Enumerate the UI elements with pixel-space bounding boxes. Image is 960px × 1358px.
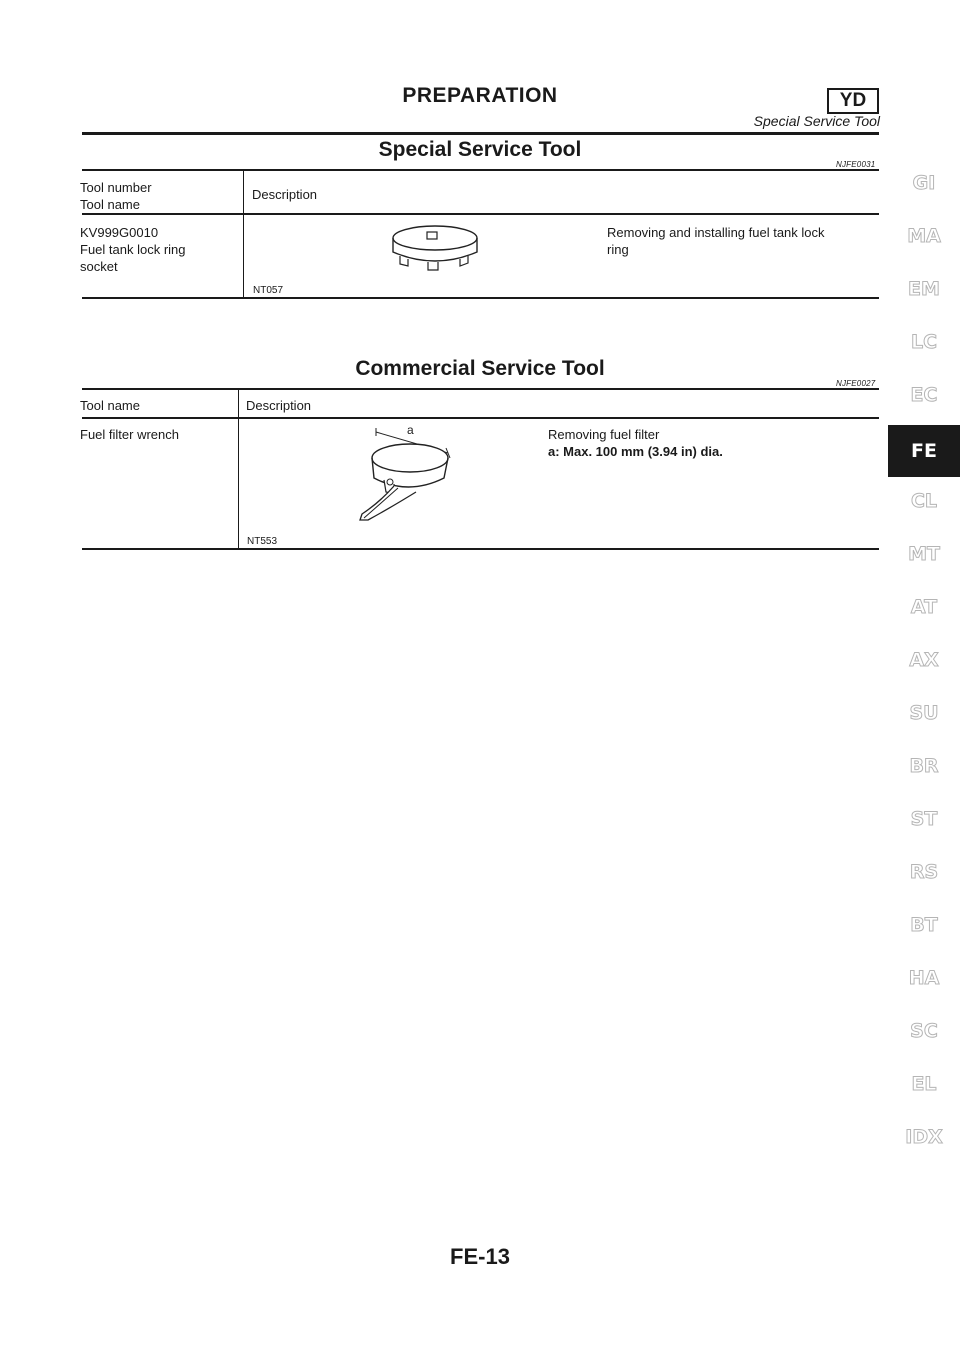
commercial-tool-description: Removing fuel filter a: Max. 100 mm (3.94 in) dia. — [548, 427, 723, 459]
section-tab-bt[interactable]: BT — [910, 914, 938, 936]
table2-header-rule — [82, 417, 879, 419]
column-divider — [243, 170, 244, 298]
page-number: FE-13 — [450, 1244, 510, 1269]
section-tab-ma[interactable]: MA — [907, 225, 941, 247]
section-tab-br[interactable]: BR — [909, 755, 939, 777]
table-bottom-rule — [82, 297, 879, 299]
special-tool-ref: NJFE0031 — [836, 160, 876, 169]
section-tab-cl[interactable]: CL — [910, 490, 938, 512]
col-header-description: Description — [252, 187, 318, 202]
special-tool-description: Removing and installing fuel tank lock ring — [607, 225, 825, 257]
section-tab-gi[interactable]: GI — [912, 172, 936, 194]
fuel-filter-wrench-illustration — [350, 420, 460, 526]
section-tab-ha[interactable]: HA — [908, 967, 940, 989]
header-row-rule — [82, 213, 879, 215]
section-tab-at[interactable]: AT — [910, 596, 938, 618]
section-tab-em[interactable]: EM — [908, 278, 940, 300]
model-badge: YD — [827, 88, 879, 114]
table2-top-rule — [82, 388, 879, 390]
special-tool-title: Special Service Tool — [378, 138, 582, 161]
special-tool-image-code: NT057 — [253, 285, 284, 296]
section-tab-rs[interactable]: RS — [909, 861, 939, 883]
section-tab-el[interactable]: EL — [911, 1073, 937, 1095]
lock-ring-socket-illustration — [390, 222, 490, 274]
commercial-tool-title: Commercial Service Tool — [355, 357, 605, 380]
section-tab-lc[interactable]: LC — [910, 331, 938, 353]
page-subtitle: Special Service Tool — [753, 113, 880, 129]
section-tab-fe[interactable]: FE — [888, 425, 960, 477]
tool-name-cell: Fuel filter wrench — [80, 427, 179, 442]
col-header-tool-number: Tool number Tool name — [80, 180, 152, 212]
page-title: PREPARATION — [402, 84, 558, 107]
header-rule — [82, 132, 879, 135]
col-header-tool-name: Tool name — [80, 398, 140, 413]
column-divider-2 — [238, 389, 239, 549]
section-tab-ax[interactable]: AX — [909, 649, 939, 671]
tool-number-cell: KV999G0010 Fuel tank lock ring socket — [80, 225, 186, 274]
tool-number: KV999G0010 — [80, 225, 159, 240]
section-tab-mt[interactable]: MT — [908, 543, 940, 565]
dimension-a-label: a — [407, 423, 414, 437]
section-tab-st[interactable]: ST — [910, 808, 938, 830]
table2-bottom-rule — [82, 548, 879, 550]
section-tab-ec[interactable]: EC — [910, 384, 938, 406]
section-tab-sc[interactable]: SC — [910, 1020, 938, 1042]
commercial-tool-ref: NJFE0027 — [836, 379, 876, 388]
col-header-description-2: Description — [246, 398, 312, 413]
section-tab-idx[interactable]: IDX — [905, 1126, 943, 1148]
commercial-tool-image-code: NT553 — [247, 536, 278, 547]
section-tab-su[interactable]: SU — [909, 702, 939, 724]
table-top-rule — [82, 169, 879, 171]
